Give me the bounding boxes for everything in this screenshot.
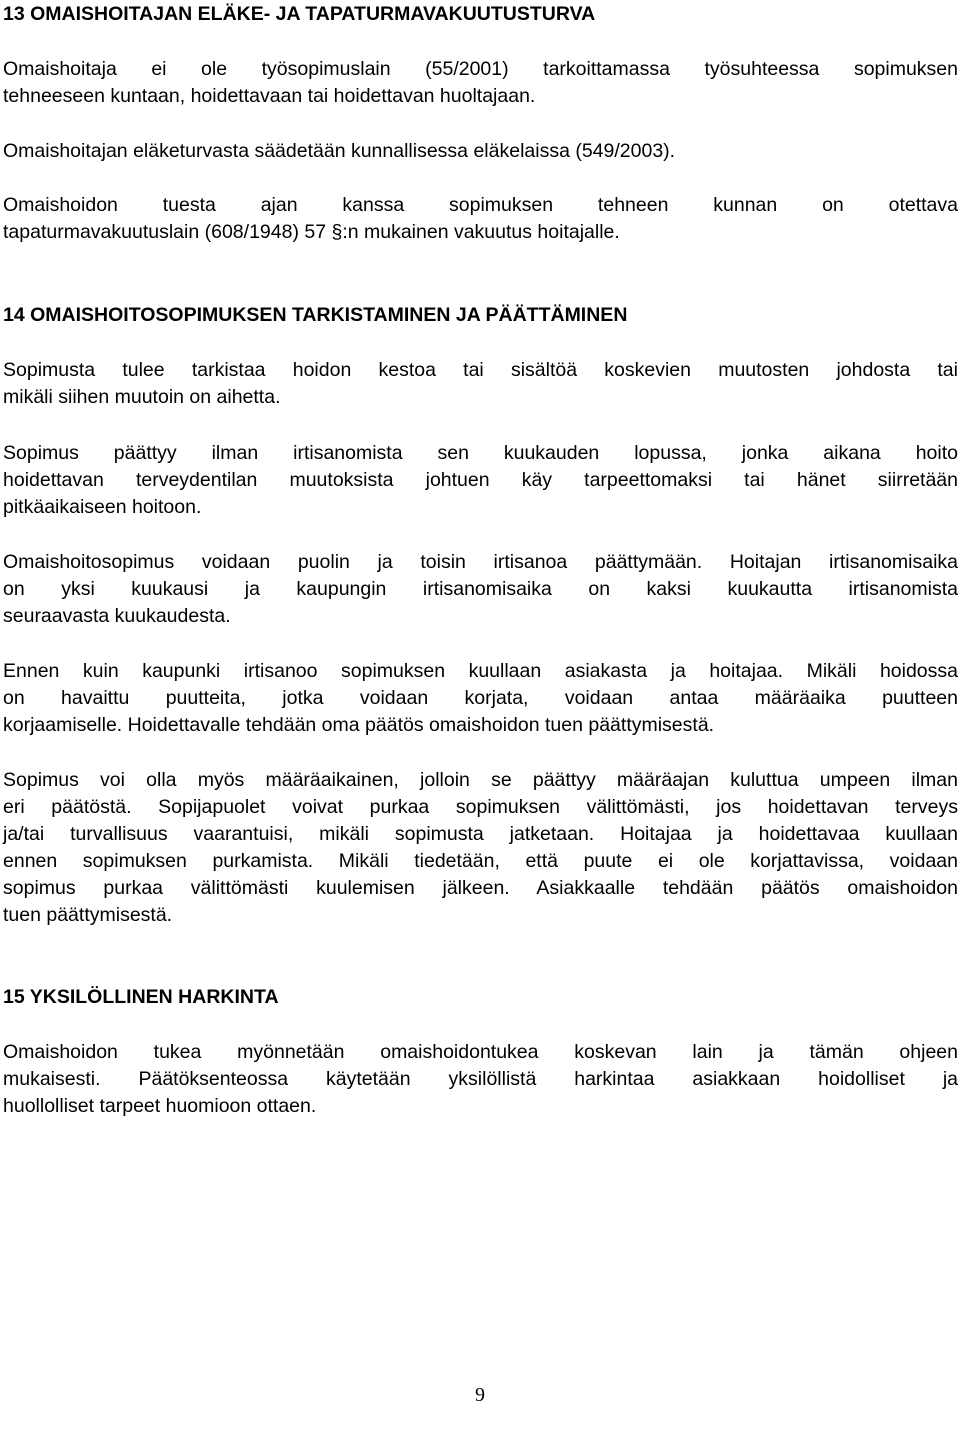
paragraph	[3, 549, 958, 630]
text-line: Omaishoidon tuesta ajan kanssa sopimuksen tehneen kunnan on otettava	[3, 194, 958, 216]
text-line: sopimus purkaa välittömästi kuulemisen jälkeen. Asiakkaalle tehdään päätös omaishoidon	[3, 877, 958, 899]
text-line: mukaisesti. Päätöksenteossa käytetään yksilöllistä harkintaa asiakkaan hoidolliset ja	[3, 1068, 958, 1090]
section-heading: 15 YKSILÖLLINEN HARKINTA	[3, 986, 279, 1008]
text-line: Sopimusta tulee tarkistaa hoidon kestoa tai sisältöä koskevien muutosten johdosta tai	[3, 359, 958, 381]
text-line: ja/tai turvallisuus vaarantuisi, mikäli sopimusta jatketaan. Hoitajaa ja hoidettavaa kuullaan	[3, 823, 958, 845]
paragraph	[3, 658, 958, 739]
paragraph	[3, 357, 958, 411]
text-line	[3, 219, 958, 246]
text-line-part: tapaturmavakuutuslain (608/1948) 57 §	[3, 221, 343, 243]
text-line: Omaishoitaja ei ole työsopimuslain (55/2001) tarkoittamassa työsuhteessa sopimuksen	[3, 58, 958, 80]
text-line: Omaishoidon tukea myönnetään omaishoidontukea koskevan lain ja tämän ohjeen	[3, 1041, 958, 1063]
paragraph	[3, 767, 958, 929]
text-line: ennen sopimuksen purkamista. Mikäli tiedetään, että puute ei ole korjattavissa, voidaan	[3, 850, 958, 872]
text-line: mikäli siihen muutoin on aihetta.	[3, 386, 281, 408]
text-line: Sopimus päättyy ilman irtisanomista sen kuukauden lopussa, jonka aikana hoito	[3, 442, 958, 464]
paragraph	[3, 440, 958, 521]
text-line: hoidettavan terveydentilan muutoksista johtuen käy tarpeettomaksi tai hänet siirretään	[3, 469, 958, 491]
text-line: Omaishoitosopimus voidaan puolin ja toisin irtisanoa päättymään. Hoitajan irtisanomisaika	[3, 551, 958, 573]
text-line: pitkäaikaiseen hoitoon.	[3, 496, 202, 518]
paragraph	[3, 138, 958, 165]
section-heading: 14 OMAISHOITOSOPIMUKSEN TARKISTAMINEN JA PÄÄTTÄMINEN	[3, 304, 628, 326]
section-heading: 13 OMAISHOITAJAN ELÄKE- JA TAPATURMAVAKUUTUSTURVA	[3, 3, 596, 25]
text-line: on havaittu puutteita, jotka voidaan korjata, voidaan antaa määräaika puutteen	[3, 687, 958, 709]
text-line: Ennen kuin kaupunki irtisanoo sopimuksen kuullaan asiakasta ja hoitajaa. Mikäli hoidossa	[3, 660, 958, 682]
paragraph	[3, 192, 958, 246]
text-line: seuraavasta kuukaudesta.	[3, 605, 231, 627]
text-line: Sopimus voi olla myös määräaikainen, jolloin se päättyy määräajan kuluttua umpeen ilman	[3, 769, 958, 791]
text-line: Omaishoitajan eläketurvasta säädetään kunnallisessa eläkelaissa (549/2003).	[3, 140, 676, 162]
text-line: on yksi kuukausi ja kaupungin irtisanomisaika on kaksi kuukautta irtisanomista	[3, 578, 958, 600]
text-line: eri päätöstä. Sopijapuolet voivat purkaa sopimuksen välittömästi, jos hoidettavan terveys	[3, 796, 958, 818]
paragraph	[3, 56, 958, 110]
text-line-part: :n mukainen vakuutus hoitajalle.	[342, 221, 620, 243]
text-line: tuen päättymisestä.	[3, 904, 173, 926]
text-line: korjaamiselle. Hoidettavalle tehdään oma päätös omaishoidon tuen päättymisestä.	[3, 714, 715, 736]
page-number: 9	[475, 1384, 485, 1406]
text-line: tehneeseen kuntaan, hoidettavaan tai hoidettavan huoltajaan.	[3, 85, 536, 107]
paragraph	[3, 1039, 958, 1120]
text-line: huollolliset tarpeet huomioon ottaen.	[3, 1095, 317, 1117]
